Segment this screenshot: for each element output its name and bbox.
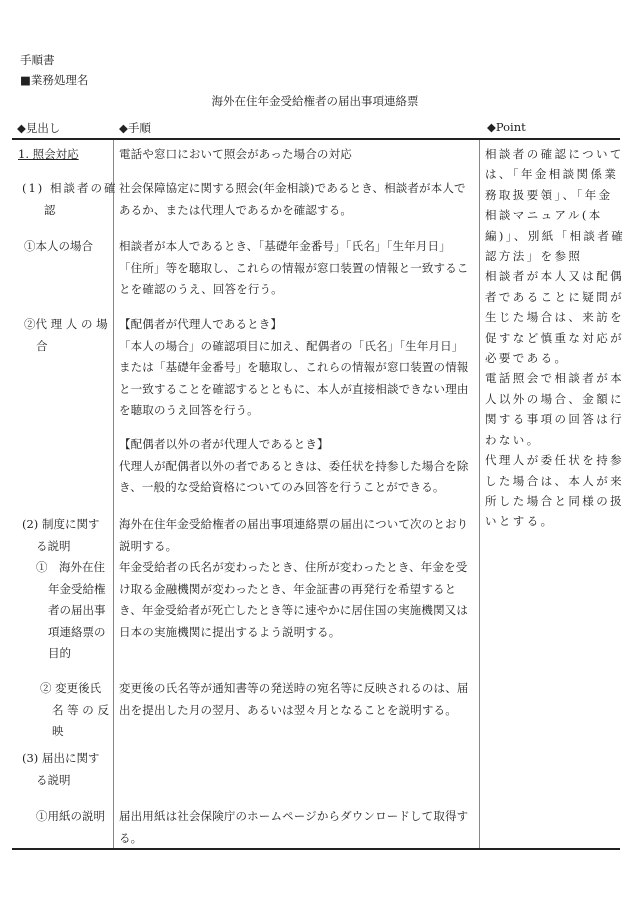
heading-line: る説明 [36,772,71,787]
point-line: 電話照会で相談者が本 [485,371,624,386]
heading-line: 映 [52,724,64,738]
heading-filing-explanation [22,748,122,791]
procedure-line: 年金受給者の氏名が変わったとき、住所が変わったとき、年金を受 [119,560,468,574]
section-heading-text: 1. 照会対応 [18,147,79,161]
point-line: 代理人が委任状を持参 [485,453,624,468]
procedure-self-case [119,236,477,301]
procedure-subheading: 【配偶者以外の者が代理人であるとき】 [119,437,329,451]
procedure-line: と一致することを確認するとともに、本人が直接相談できない理由 [119,381,469,396]
heading-line: ② 変更後氏 [40,681,102,695]
procedure-line: または「基礎年金番号」を聴取し、これらの情報が窓口装置の情報 [119,360,469,374]
procedure-line: とを確認のうえ、回答を行う。 [119,282,283,296]
procedure-line: 代理人が配偶者以外の者であるときは、委任状を持参した場合を除 [119,458,469,473]
procedure-line: 「住所」等を聴取し、これらの情報が窓口装置の情報と一致するこ [119,260,469,275]
heading-line: (2) 制度に関す [22,517,100,531]
procedure-agent-spouse [119,314,477,422]
heading-line: (3) 届出に関す [22,751,100,765]
heading-line: る説明 [36,538,71,553]
point-line: 務取扱要領」、「年金 [485,187,613,202]
point-line: 所した場合と同様の扱 [485,493,624,508]
point-line: 相談者が本人又は配偶 [485,269,624,284]
procedure-line: き、年金受給者が死亡したとき等に速やかに居住国の実施機関又は [119,603,469,617]
column-divider-2 [479,140,480,848]
procedure-line: 相談者が本人であるとき、「基礎年金番号」「氏名」「生年月日」 [119,239,451,253]
procedure-line: き、一般的な受給資格についてのみ回答を行うことができる。 [119,480,445,494]
point-notes [485,144,626,532]
point-line: 相談者の確認について [485,147,624,161]
procedure-line: け取る金融機関が変わったとき、年金証書の再発行を希望すると [119,581,457,596]
point-line: は、「年金相談関係業 [485,167,619,182]
table-top-border [12,138,620,140]
heading-identity-check [22,178,122,221]
procedure-name-change-reflection [119,678,477,721]
procedure-form-purpose [119,557,477,643]
heading-line: ①本人の場合 [24,239,93,253]
heading-line: ②代 理 人 の 場 [24,317,108,331]
procedure-inquiry [119,144,477,166]
heading-self-case [24,236,124,258]
procedure-line: を聴取のうえ回答を行う。 [119,403,259,417]
procedure-line: 届出用紙は社会保険庁のホームページからダウンロードして取得す [119,809,469,823]
procedure-line: 社会保障協定に関する照会(年金相談)であるとき、相談者が本人で [119,181,466,195]
heading-line: ① 海外在住 [36,560,105,574]
procedure-line: あるか、または代理人であるかを確認する。 [119,202,352,217]
heading-agent-case [24,314,124,357]
procedure-agent-other [119,434,477,499]
heading-line: 目的 [48,646,71,660]
heading-line: 年金受給権 [48,581,106,596]
procedure-line: 電話や窓口において照会があった場合の対応 [119,147,352,161]
column-header-procedure: ◆手順 [119,121,151,135]
procedure-line: る。 [119,830,143,845]
heading-line: 合 [36,338,48,353]
point-line: 人以外の場合、金額に [485,391,624,406]
point-line: いとする。 [485,514,555,529]
point-line: 関する事項の回答は行 [485,412,624,427]
point-line: 編)」、別紙「相談者確 [485,228,626,243]
heading-line: 名 等 の 反 [52,702,109,717]
heading-line: 認 [44,202,58,217]
point-line: 促すなど慎重な対応が [485,330,624,345]
point-line: 必要である。 [485,351,569,366]
procedure-identity-check [119,178,477,221]
procedure-line: 日本の実施機関に提出するよう説明する。 [119,624,341,639]
document-title: 海外在住年金受給権者の届出事項連絡票 [211,94,419,108]
heading-system-explanation [22,514,122,557]
heading-line: 者の届出事 [48,603,106,617]
point-line: わない。 [485,432,541,447]
point-line: 生じた場合は、来訪を [485,310,624,325]
procedure-line: 変更後の氏名等が通知書等の発送時の宛名等に反映されるのは、届 [119,681,469,695]
document-type-label: 手順書 [20,53,55,67]
procedure-line: 「本人の場合」の確認項目に加え、配偶者の「氏名」「生年月日」 [119,338,464,353]
procedure-system-explanation [119,514,477,557]
procedure-line: 出を提出した月の翌月、あるいは翌々月となることを説明する。 [119,702,457,717]
procedure-line: 海外在住年金受給権者の届出事項連絡票の届出について次のとおり [119,517,469,531]
procedure-line: 説明する。 [119,538,178,553]
point-line: 相談マニュアル(本 [485,208,603,223]
procedure-form-explanation [119,806,477,849]
task-name-label: ■業務処理名 [20,73,89,87]
column-header-heading: ◆見出し [17,121,61,135]
heading-line: 項連絡票の [48,624,106,639]
heading-line: (1) 相談者の確 [22,181,118,195]
section-heading-inquiry [18,144,118,166]
point-line: した場合は、本人が来 [485,473,624,488]
point-line: 者であることに疑問が [485,289,624,304]
column-header-point: ◆Point [487,120,526,134]
point-line: 認方法」を参照 [485,249,583,264]
procedure-subheading: 【配偶者が代理人であるとき】 [119,317,283,331]
heading-line: ①用紙の説明 [36,809,105,823]
